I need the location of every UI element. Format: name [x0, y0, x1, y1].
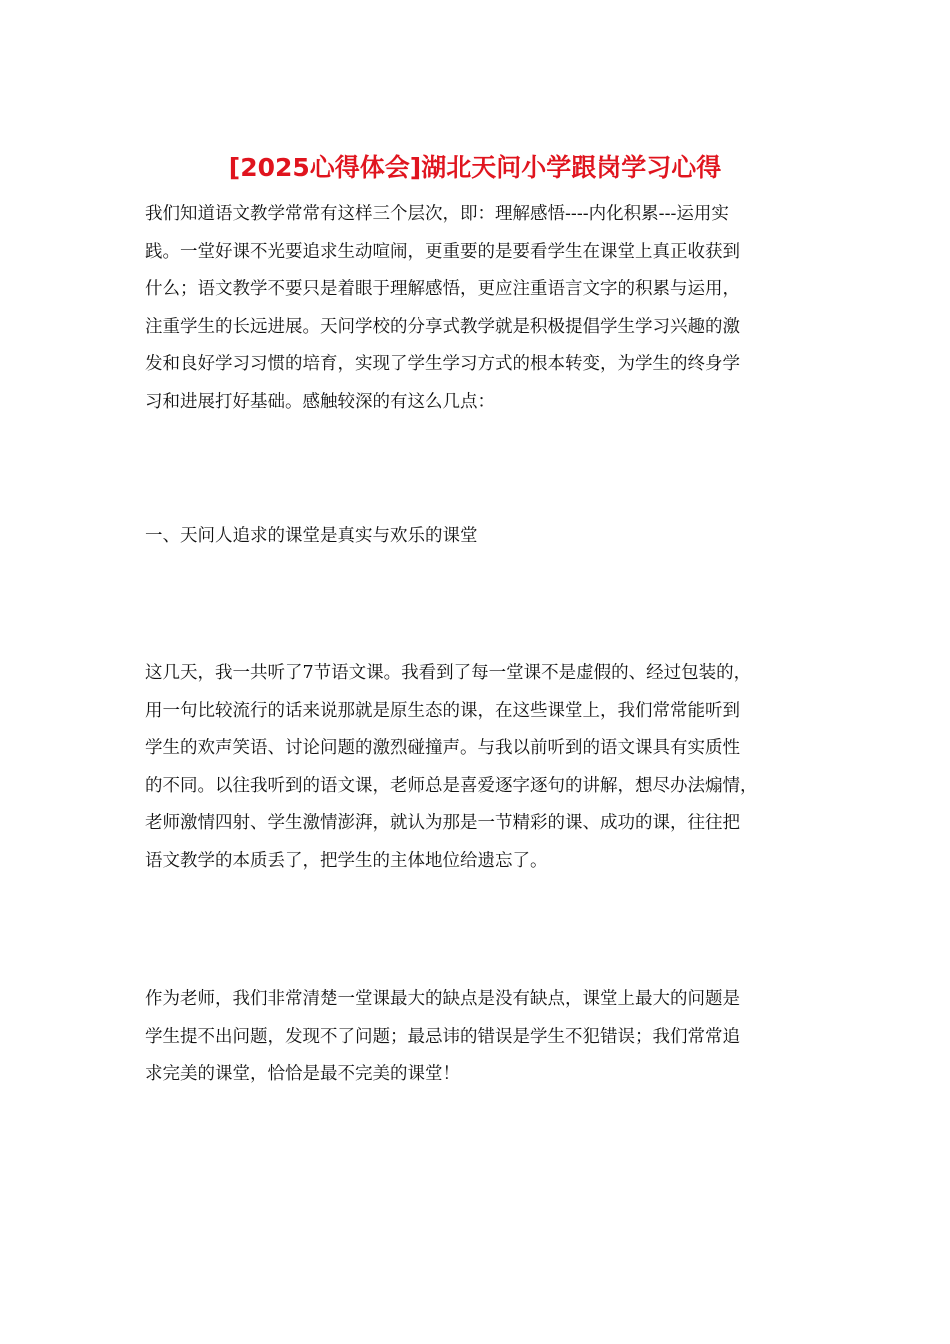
text-line: 老师激情四射、学生激情澎湃，就认为那是一节精彩的课、成功的课，往往把 [145, 813, 740, 833]
text-line: 学生的欢声笑语、讨论问题的激烈碰撞声。与我以前听到的语文课具有实质性 [145, 738, 740, 758]
text-line: 求完美的课堂，恰恰是最不完美的课堂！ [145, 1064, 460, 1084]
text-line: 发和良好学习习惯的培育，实现了学生学习方式的根本转变，为学生的终身学 [145, 354, 740, 374]
text-line: 学生提不出问题，发现不了问题；最忌讳的错误是学生不犯错误；我们常常追 [145, 1026, 740, 1047]
body-paragraph-3 [145, 981, 813, 1094]
text-line: 用一句比较流行的话来说那就是原生态的课，在这些课堂上，我们常常能听到 [145, 700, 740, 721]
text-line: 这几天，我一共听了7节语文课。我看到了每一堂课不是虚假的、经过包装的， [145, 663, 752, 683]
text-line: 习和进展打好基础。感触较深的有这么几点： [145, 391, 495, 412]
body-paragraph-2 [145, 655, 813, 880]
text-line: 践。一堂好课不光要追求生动喧闹，更重要的是要看学生在课堂上真正收获到 [145, 241, 740, 262]
text-line: 的不同。以往我听到的语文课，老师总是喜爱逐字逐句的讲解，想尽办法煽情， [145, 775, 758, 796]
document-title: [2025心得体会]湖北天问小学跟岗学习心得 [228, 153, 722, 182]
text-line: 我们知道语文教学常常有这样三个层次，即：理解感悟----内化积累---运用实 [145, 204, 729, 224]
text-line: 什么；语文教学不要只是着眼于理解感悟，更应注重语言文字的积累与运用， [145, 279, 740, 299]
text-line: 作为老师，我们非常清楚一堂课最大的缺点是没有缺点，课堂上最大的问题是 [145, 989, 740, 1009]
text-line: 注重学生的长远进展。天问学校的分享式教学就是积极提倡学生学习兴趣的激 [145, 316, 740, 337]
section-heading-1 [145, 518, 813, 556]
section-heading-text: 一、天问人追求的课堂是真实与欢乐的课堂 [145, 526, 478, 546]
intro-paragraph [145, 196, 813, 421]
text-line: 语文教学的本质丢了，把学生的主体地位给遗忘了。 [145, 850, 548, 871]
